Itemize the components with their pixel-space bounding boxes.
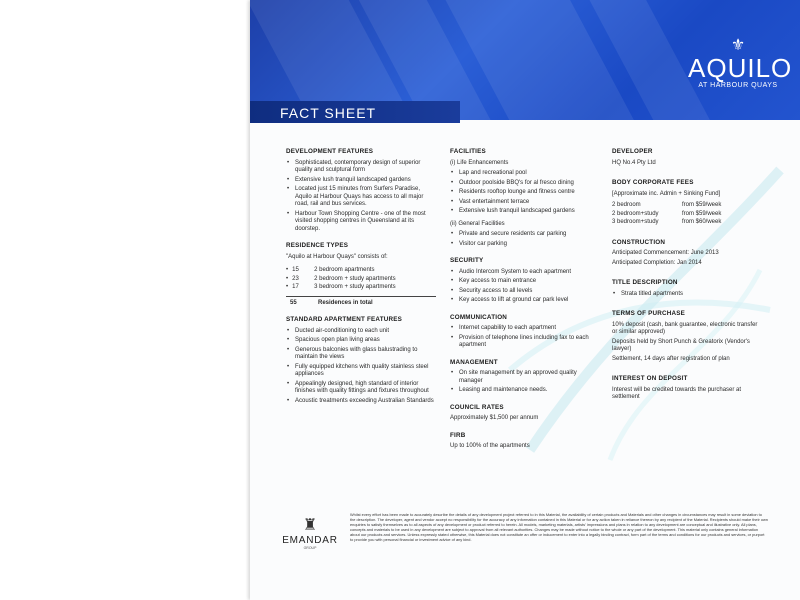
list-item: • Sophisticated, contemporary design of superior quality and sculptural form xyxy=(286,160,436,175)
construction-section xyxy=(612,239,762,268)
terms-deposit: 10% deposit (cash, bank guarantee, electronic transfer or similar approved) xyxy=(612,321,758,335)
fee-row xyxy=(612,219,762,227)
list-item: • Provision of telephone lines including fax to each apartment xyxy=(450,335,600,350)
fees-intro: [Approximate inc. Admin + Sinking Fund] xyxy=(612,190,721,197)
fee-row xyxy=(612,211,762,219)
fee-row xyxy=(612,202,762,210)
emandar-crest-icon: ♜ xyxy=(302,517,318,534)
list-item: • Fully equipped kitchens with quality stainless steel appliances xyxy=(286,364,436,379)
page-title: FACT SHEET xyxy=(250,101,460,123)
construction-completion: Anticipated Completion: Jan 2014 xyxy=(612,259,702,266)
list-item: • Security access to all levels xyxy=(450,288,600,296)
fee-type: 3 bedroom+study xyxy=(612,219,659,225)
residence-total-count: 55 xyxy=(290,299,297,306)
fee-type: 2 bedroom xyxy=(612,202,641,208)
section-heading: DEVELOPMENT FEATURES xyxy=(286,148,374,155)
list-item: • Outdoor poolside BBQ's for al fresco dining xyxy=(450,180,600,188)
list-item: • Strata titled apartments xyxy=(612,291,762,299)
list-item: • Ducted air-conditioning to each unit xyxy=(286,328,436,336)
section-heading: SECURITY xyxy=(450,257,484,264)
residence-count: 15 xyxy=(292,267,299,273)
section-heading: FIRB xyxy=(450,431,466,439)
list-item: • Residents rooftop lounge and fitness centre xyxy=(450,189,600,197)
development-features-section xyxy=(286,148,436,233)
aquilo-logo xyxy=(688,37,793,89)
emandar-brand: EMANDAR xyxy=(282,535,338,546)
subsection-heading: (i) Life Enhancements xyxy=(450,159,509,166)
residence-row xyxy=(286,267,436,275)
section-heading: RESIDENCE TYPES xyxy=(286,242,349,249)
list-item: • Lap and recreational pool xyxy=(450,170,600,178)
list-item: • Vast entertainment terrace xyxy=(450,199,600,207)
column-left xyxy=(286,148,436,414)
management-section xyxy=(450,359,600,395)
disclaimer-text: Whilst every effort has been made to accurately describe the details of any development project referred to in this Material, the availability of certain products and Materials and other changes in circumstances may result in some deviation to the description. The developer, agent and vendor accept no responsibility for the accuracy of any information contained in this Material or for any action taken in reliance thereon by any recipient of the Material. Recipients should make their own enquiries to satisfy themselves as to all aspects of any development or product referred to herein. All models, marketing materials, artists' impressions and plans in relation to any development are conceptual and illustrative only. All plans, concepts and materials to be used in any development are subject to approval from all relevant authorities. Changes may be made without notice to the whole or any part of the development. This material only contains general information about our products and services. Unless expressly stated otherwise, this Material does not constitute an offer or inducement to enter into a legally binding contract, form part of the terms and conditions for our products and services, or purport to provide you with personal financial or investment advice of any kind. xyxy=(350,512,768,542)
list-item: • Visitor car parking xyxy=(450,241,600,249)
firb-section xyxy=(450,432,600,451)
fee-value: from $59/week xyxy=(682,202,722,208)
residence-total xyxy=(286,296,436,308)
residence-row xyxy=(286,284,436,292)
emandar-group: GROUP xyxy=(303,546,317,550)
fee-value: from $60/week xyxy=(682,219,722,225)
residence-row xyxy=(286,276,436,284)
fact-sheet-page xyxy=(250,0,800,600)
interest-text: Interest will be credited towards the purchaser at settlement xyxy=(612,386,742,400)
list-item: • Key access to lift at ground car park level xyxy=(450,297,600,305)
residence-count: 17 xyxy=(292,284,299,290)
list-item: • Leasing and maintenance needs. xyxy=(450,387,600,395)
section-heading: COUNCIL RATES xyxy=(450,403,504,411)
security-section xyxy=(450,257,600,305)
developer-text: HQ No.4 Pty Ltd xyxy=(612,159,656,166)
section-heading: COMMUNICATION xyxy=(450,313,508,321)
fee-type: 2 bedroom+study xyxy=(612,210,659,217)
section-heading: STANDARD APARTMENT FEATURES xyxy=(286,316,403,323)
list-item: • Key access to main entrance xyxy=(450,278,600,286)
residence-type: 3 bedroom + study apartments xyxy=(314,284,396,290)
bullet-icon: • xyxy=(286,267,289,273)
facilities-section xyxy=(450,148,600,248)
bullet-icon: • xyxy=(286,275,289,282)
logo-mark-icon: ⚜ xyxy=(730,37,746,54)
council-rates-text: Approximately $1,500 per annum xyxy=(450,415,539,421)
construction-commencement: Anticipated Commencement: June 2013 xyxy=(612,250,719,256)
section-heading: DEVELOPER xyxy=(612,148,653,155)
column-middle xyxy=(450,148,600,460)
section-heading: TITLE DESCRIPTION xyxy=(612,279,678,286)
residence-intro: "Aquilo at Harbour Quays" consists of: xyxy=(286,253,388,260)
list-item: • On site management by an approved quality manager xyxy=(450,370,600,385)
list-item: • Private and secure residents car parking xyxy=(450,231,600,239)
residence-total-label: Residences in total xyxy=(318,299,373,306)
terms-of-purchase-section xyxy=(612,310,762,363)
standard-features-section xyxy=(286,316,436,405)
subsection-heading: (ii) General Facilities xyxy=(450,220,505,227)
section-heading: BODY CORPORATE FEES xyxy=(612,179,694,186)
council-rates-section xyxy=(450,404,600,423)
communication-section xyxy=(450,314,600,350)
section-heading: FACILITIES xyxy=(450,148,486,155)
list-item: • Extensive lush tranquil landscaped gardens xyxy=(286,177,436,185)
list-item: • Internet capability to each apartment xyxy=(450,325,600,333)
logo-subtitle: AT HARBOUR QUAYS xyxy=(698,82,778,89)
developer-section xyxy=(612,148,762,167)
bullet-icon: • xyxy=(286,284,289,290)
list-item: • Appealingly designed, high standard of interior finishes with quality fittings and fixtures throughout xyxy=(286,381,436,396)
terms-settlement: Settlement, 14 days after registration of plan xyxy=(612,355,730,362)
list-item: • Harbour Town Shopping Centre - one of the most visited shopping centres in Queensland at its doorstep. xyxy=(286,211,436,234)
residence-type: 2 bedroom apartments xyxy=(314,267,375,273)
list-item: • Acoustic treatments exceeding Australian Standards xyxy=(286,398,436,406)
body-corporate-fees-section xyxy=(612,179,762,227)
section-heading: CONSTRUCTION xyxy=(612,238,666,246)
residence-types-section xyxy=(286,242,436,307)
emandar-logo xyxy=(280,515,340,550)
logo-name: AQUILO xyxy=(688,53,793,83)
fee-value: from $59/week xyxy=(682,210,722,217)
terms-deposits-held: Deposits held by Short Punch & Greatorix (Vendor's lawyer) xyxy=(612,338,750,352)
list-item: • Audio Intercom System to each apartment xyxy=(450,269,600,277)
title-description-section xyxy=(612,279,762,298)
section-heading: MANAGEMENT xyxy=(450,358,498,366)
firb-text: Up to 100% of the apartments xyxy=(450,443,530,449)
column-right xyxy=(612,148,762,411)
residence-count: 23 xyxy=(292,275,299,282)
residence-type: 2 bedroom + study apartments xyxy=(314,275,396,282)
list-item: • Located just 15 minutes from Surfers Paradise, Aquilo at Harbour Quays has access to all major road, rail and bus services. xyxy=(286,186,436,209)
list-item: • Extensive lush tranquil landscaped gardens xyxy=(450,208,600,216)
list-item: • Generous balconies with glass balustrading to maintain the views xyxy=(286,347,436,362)
section-heading: TERMS OF PURCHASE xyxy=(612,310,686,317)
interest-on-deposit-section xyxy=(612,375,762,402)
section-heading: INTEREST ON DEPOSIT xyxy=(612,375,688,382)
list-item: • Spacious open plan living areas xyxy=(286,337,436,345)
